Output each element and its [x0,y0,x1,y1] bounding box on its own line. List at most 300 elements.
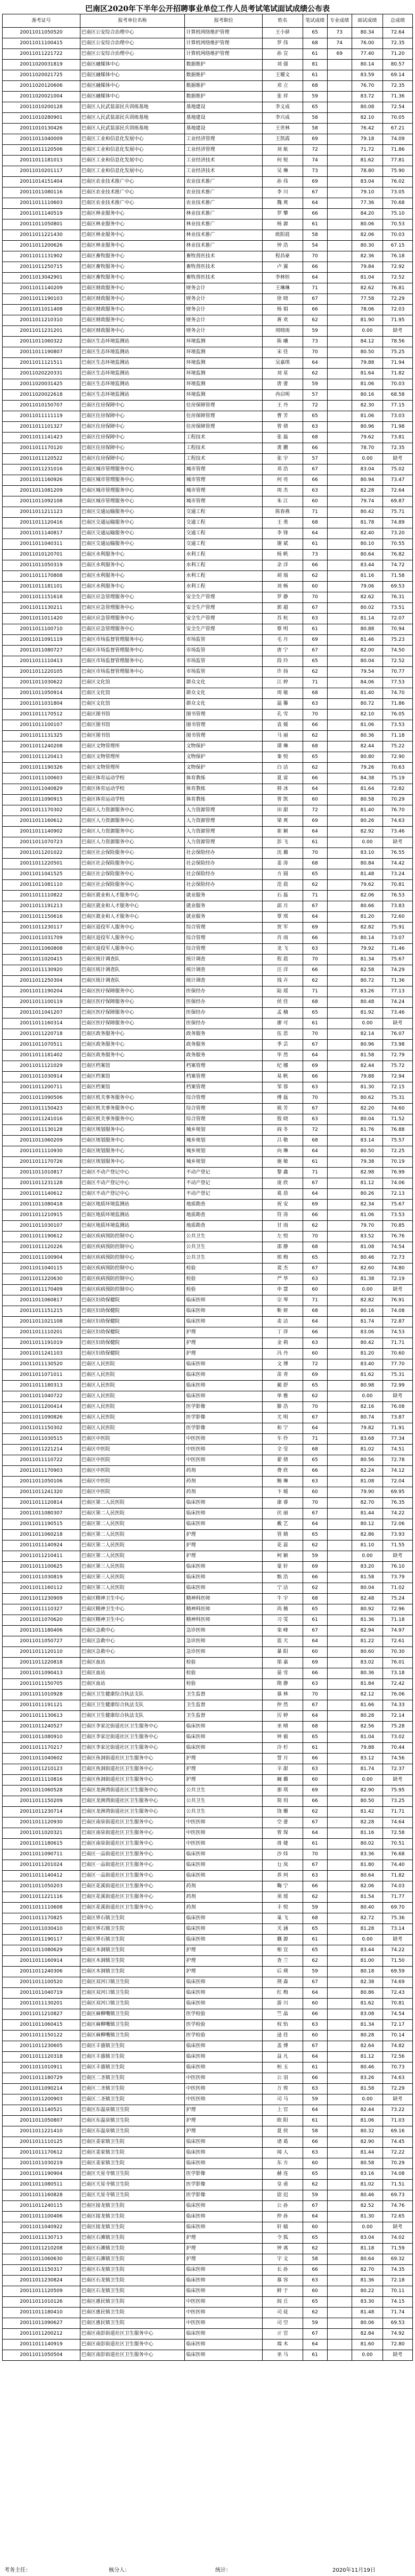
cell-total-score: 69.14 [383,70,413,81]
cell-total-score: 74.64 [383,1817,413,1828]
cell-written-score: 65 [303,1945,327,1956]
cell-exam-no: 20011011120318 [3,2052,80,2063]
cell-position: 护理 [185,1338,263,1349]
cell-total-score: 74.63 [383,2073,413,2084]
table-row [3,1892,413,1903]
cell-interview-score: 81.84 [352,1679,383,1690]
cell-exam-no: 20011011120416 [3,518,80,528]
cell-interview-score: 83.04 [352,2233,383,2244]
cell-interview-score: 81.74 [352,1317,383,1327]
cell-exam-no: 20011011200212 [3,2329,80,2339]
cell-total-score: 71.59 [383,2244,413,2254]
cell-total-score: 71.91 [383,1423,413,1434]
cell-written-score: 65 [303,869,327,880]
cell-written-score: 65 [303,656,327,667]
cell-interview-score: 76.42 [352,124,383,134]
cell-name: 益 凡 [263,2052,303,2063]
cell-interview-score: 80.36 [352,1668,383,1679]
cell-unit: 巴南区人力资源服务中心 [80,805,185,816]
cell-total-score: 77.13 [383,987,413,997]
cell-name: 钟 离 [263,2244,303,2254]
cell-unit: 巴南区融媒体中心 [80,70,185,81]
cell-unit: 巴南区鱼洞街道社区卫生服务中心 [80,1775,185,1786]
cell-unit: 巴南区档案馆 [80,1082,185,1093]
cell-position: 临床医师 [185,1391,263,1402]
cell-total-score: 70.29 [383,2158,413,2169]
cell-total-score: 71.86 [383,699,413,710]
cell-name: 鲍 琳 [263,1477,303,1487]
table-row [3,891,413,901]
cell-exam-no: 20011011180313 [3,1381,80,1391]
table-row [3,1423,413,1434]
cell-interview-score: 79.92 [352,944,383,955]
cell-exam-no: 20011011040115 [3,1263,80,1274]
cell-exam-no: 20011011211123 [3,507,80,518]
cell-written-score: 66 [303,2265,327,2276]
cell-exam-no: 20011011150302 [3,1423,80,1434]
cell-interview-score: 80.64 [352,550,383,560]
cell-interview-score: 83.20 [352,1562,383,1572]
cell-written-score: 66 [303,2073,327,2084]
cell-name: 蒋 欢 [263,315,303,326]
cell-written-score: 62 [303,1391,327,1402]
cell-name: 毛 月 [263,635,303,646]
cell-total-score: 71.95 [383,315,413,326]
cell-written-score: 71 [303,891,327,901]
table-row [3,752,413,763]
cell-name: 肖 雨 [263,933,303,944]
cell-interview-score: 81.36 [352,1615,383,1626]
cell-name: 长 孙 [263,2265,303,2276]
cell-written-score: 64 [303,2052,327,2063]
cell-name: 裴 杰 [263,1263,303,1274]
cell-unit: 巴南区卫生健康综合执法支队 [80,1711,185,1722]
cell-unit: 巴南区第二人民医院 [80,1530,185,1540]
cell-name: 丰 悦 [263,1903,303,1913]
cell-professional-score [327,752,352,763]
cell-interview-score: 79.54 [352,667,383,678]
cell-exam-no: 20011011111119 [3,411,80,422]
table-row [3,2031,413,2041]
cell-interview-score: 80.50 [352,347,383,358]
cell-exam-no: 20011011110608 [3,1903,80,1913]
table-row [3,411,413,422]
cell-total-score: 72.29 [383,2084,413,2094]
cell-exam-no: 20011011160828 [3,2190,80,2201]
table-row [3,2180,413,2190]
cell-position: 体育教练 [185,773,263,784]
cell-written-score: 70 [303,710,327,720]
cell-name: 关 涵 [263,1924,303,1935]
cell-exam-no: 20011011070620 [3,1615,80,1626]
table-row [3,656,413,667]
cell-interview-score: 83.04 [352,177,383,188]
cell-professional-score [327,241,352,251]
cell-total-score: 74.08 [383,2169,413,2180]
cell-interview-score: 81.08 [352,1242,383,1253]
cell-unit: 巴南区住房保障中心 [80,401,185,411]
cell-exam-no: 20011011050801 [3,219,80,230]
cell-unit: 巴南区档案馆 [80,1061,185,1072]
table-row [3,1604,413,1615]
cell-total-score: 74.54 [383,1242,413,1253]
cell-total-score: 73.14 [383,1924,413,1935]
cell-written-score: 62 [303,731,327,741]
cell-unit: 巴南区退役军人服务中心 [80,923,185,933]
cell-name: 黄 鹏 [263,443,303,454]
table-row [3,784,413,795]
cell-total-score: 缺考 [383,2222,413,2233]
cell-interview-score: 81.04 [352,273,383,283]
table-row [3,1327,413,1338]
col-header-written-score: 笔试成绩 [303,14,327,28]
table-row [3,1935,413,1945]
cell-unit: 巴南区住房保障中心 [80,454,185,464]
cell-total-score: 73.53 [383,720,413,731]
cell-exam-no: 20011011030819 [3,1572,80,1583]
table-row [3,2020,413,2031]
table-row [3,1817,413,1828]
cell-total-score: 73.18 [383,1668,413,1679]
cell-position: 基地建设 [185,113,263,124]
cell-name: 端 木 [263,2339,303,2350]
cell-exam-no: 20011011100415 [3,38,80,49]
cell-position: 公共卫生 [185,1796,263,1807]
cell-unit: 巴南区水利服务中心 [80,550,185,560]
cell-name: 康 睿 [263,1498,303,1509]
cell-written-score: 59 [303,1551,327,1562]
cell-written-score: 59 [303,326,327,337]
cell-interview-score: 81.58 [352,2084,383,2094]
footer-director-label: 考务主任： [4,2567,31,2573]
cell-name: 全 莹 [263,1445,303,1455]
cell-exam-no: 20011011050106 [3,1477,80,1487]
cell-total-score: 76.70 [383,805,413,816]
cell-interview-score: 83.36 [352,1849,383,1860]
cell-unit: 巴南区麻柳嘴镇卫生院 [80,2009,185,2020]
cell-written-score: 66 [303,1327,327,1338]
cell-unit: 巴南区体育运动学校 [80,784,185,795]
cell-total-score: 72.13 [383,1189,413,1200]
cell-exam-no: 20011011180729 [3,2073,80,2084]
cell-position: 社会保险经办 [185,880,263,891]
cell-exam-no: 20011011060209 [3,1136,80,1146]
cell-exam-no: 20011011050504 [3,2350,80,2361]
cell-exam-no: 20011011170612 [3,2148,80,2158]
cell-professional-score [327,496,352,507]
cell-total-score: 71.36 [383,92,413,102]
cell-name: 冷 杉 [263,1743,303,1754]
cell-written-score: 66 [303,1754,327,1764]
cell-interview-score: 80.18 [352,1967,383,1977]
table-row [3,1562,413,1572]
cell-written-score: 64 [303,198,327,209]
cell-professional-score [327,859,352,869]
cell-unit: 巴南区交通运输服务中心 [80,507,185,518]
cell-position: 中医医师 [185,2318,263,2329]
table-row [3,1796,413,1807]
cell-total-score: 70.73 [383,2063,413,2073]
cell-total-score: 74.35 [383,2265,413,2276]
cell-interview-score: 80.06 [352,2318,383,2329]
cell-unit: 巴南区丰盛镇卫生院 [80,2041,185,2052]
cell-professional-score [327,1551,352,1562]
table-row [3,1477,413,1487]
cell-position: 就业服务 [185,912,263,923]
cell-total-score: 72.73 [383,1253,413,1263]
cell-name: 纪 娜 [263,1061,303,1072]
cell-unit: 巴南区图书馆 [80,720,185,731]
cell-name: 季 芸 [263,1040,303,1050]
cell-position: 卫生监督 [185,1690,263,1700]
cell-interview-score: 81.38 [352,1274,383,1285]
table-row [3,1860,413,1871]
cell-total-score: 77.53 [383,678,413,688]
cell-position: 政务服务 [185,1040,263,1050]
cell-position: 临床医师 [185,1370,263,1381]
cell-exam-no: 20011011011408 [3,305,80,315]
cell-professional-score [327,273,352,283]
cell-total-score: 70.68 [383,198,413,209]
cell-name: 东 方 [263,2158,303,2169]
cell-position: 药剂 [185,1487,263,1498]
table-row [3,837,413,848]
cell-unit: 巴南区体育运动学校 [80,773,185,784]
cell-exam-no: 20011011080418 [3,1200,80,1210]
cell-professional-score [327,1178,352,1189]
cell-written-score: 64 [303,2212,327,2222]
cell-exam-no: 20011011170825 [3,1913,80,1924]
cell-exam-no: 20011011140412 [3,1871,80,1881]
table-row [3,2148,413,2158]
cell-written-score: 70 [303,848,327,859]
cell-interview-score: 81.64 [352,369,383,379]
cell-written-score: 73 [303,166,327,177]
cell-position: 工业经济技术 [185,166,263,177]
cell-interview-score: 71.72 [352,145,383,156]
cell-interview-score: 82.24 [352,1466,383,1477]
cell-total-score: 71.98 [383,422,413,433]
cell-exam-no: 20011011020321 [3,1828,80,1839]
cell-professional-score [327,1583,352,1594]
cell-written-score: 68 [303,1136,327,1146]
cell-interview-score: 81.12 [352,2052,383,2063]
cell-name: 竺 晶 [263,2009,303,2020]
cell-position: 药剂 [185,1892,263,1903]
cell-total-score: 74.08 [383,1306,413,1317]
table-row [3,1274,413,1285]
cell-exam-no: 20011011230909 [3,1594,80,1604]
cell-unit: 巴南区妇幼保健院 [80,1295,185,1306]
cell-name: 慕 容 [263,2276,303,2286]
table-row [3,262,413,273]
cell-exam-no: 20011011050203 [3,1881,80,1892]
cell-total-score: 73.22 [383,2105,413,2116]
cell-total-score: 74.03 [383,1881,413,1892]
table-row [3,731,413,741]
cell-professional-score [327,2020,352,2031]
cell-professional-score [327,773,352,784]
cell-position: 城乡规划 [185,1136,263,1146]
cell-professional-score [327,1754,352,1764]
cell-total-score: 76.88 [383,1125,413,1136]
cell-name: 程昌豪 [263,251,303,262]
cell-name: 邵 静 [263,1242,303,1253]
cell-written-score: 62 [303,571,327,582]
cell-total-score: 68.58 [383,390,413,401]
cell-unit: 巴南区医疗保障服务中心 [80,997,185,1008]
cell-name: 黎 鑫 [263,1168,303,1178]
table-row [3,2339,413,2350]
cell-written-score: 68 [303,1242,327,1253]
cell-unit: 巴南区工业和信息化发展中心 [80,166,185,177]
table-row [3,2201,413,2212]
cell-total-score: 75.10 [383,209,413,219]
table-row [3,1168,413,1178]
cell-exam-no: 20011011231128 [3,1178,80,1189]
cell-name: 谢 斌 [263,539,303,550]
cell-name: 江 婷 [263,678,303,688]
cell-exam-no: 20011011230824 [3,2276,80,2286]
cell-total-score: 72.37 [383,1764,413,1775]
cell-interview-score: 80.26 [352,1189,383,1200]
cell-unit: 巴南区第二人民医院 [80,1551,185,1562]
cell-total-score: 73.05 [383,188,413,198]
cell-exam-no: 20011011140519 [3,209,80,219]
cell-unit: 巴南区石滩镇卫生院 [80,2244,185,2254]
cell-name: 范 晨 [263,880,303,891]
cell-written-score: 61 [303,539,327,550]
cell-written-score: 67 [303,1040,327,1050]
cell-professional-score [327,326,352,337]
table-row [3,2052,413,2063]
cell-name: 田 甜 [263,805,303,816]
cell-unit: 巴南区交通运输服务中心 [80,528,185,539]
cell-exam-no: 20011011240208 [3,741,80,752]
cell-unit: 巴南区双河口镇卫生院 [80,1977,185,1988]
cell-unit: 巴南区农业技术推广中心 [80,188,185,198]
cell-interview-score: 83.44 [352,1945,383,1956]
table-row [3,560,413,571]
cell-written-score: 72 [303,145,327,156]
cell-unit: 巴南区李家沱街道社区卫生服务中心 [80,1743,185,1754]
cell-exam-no: 20011011010928 [3,1690,80,1700]
cell-position: 临床医师 [185,1359,263,1370]
cell-total-score: 75.02 [383,464,413,475]
cell-total-score: 74.22 [383,1509,413,1519]
cell-name: 曾 凯 [263,795,303,805]
cell-position: 环境监测 [185,369,263,379]
page-title: 巴南区2020年下半年公开招聘事业单位工作人员考试笔试面试成绩公布表 [85,5,330,13]
cell-professional-score [327,337,352,347]
cell-interview-score: 83.06 [352,1327,383,1338]
cell-interview-score: 82.30 [352,401,383,411]
cell-exam-no: 20011020120606 [3,81,80,92]
cell-position: 安全生产管理 [185,592,263,603]
cell-name: 乜 岚 [263,1860,303,1871]
cell-professional-score [327,1988,352,1999]
cell-interview-score: 81.16 [352,571,383,582]
cell-written-score: 68 [303,859,327,869]
cell-interview-score: 82.06 [352,1881,383,1892]
cell-name: 和 宁 [263,1423,303,1434]
cell-position: 中医医师 [185,1455,263,1466]
table-row [3,1125,413,1136]
cell-written-score: 66 [303,1796,327,1807]
cell-professional-score [327,2158,352,2169]
cell-exam-no: 20011020031425 [3,379,80,390]
table-row [3,1636,413,1647]
cell-position: 临床医师 [185,1509,263,1519]
cell-total-score: 75.57 [383,1136,413,1146]
cell-unit: 巴南区一品街道社区卫生服务中心 [80,1871,185,1881]
cell-unit: 巴南区一品街道社区卫生服务中心 [80,1860,185,1871]
table-row [3,198,413,209]
cell-exam-no: 20011011190204 [3,987,80,997]
cell-total-score: 72.96 [383,1604,413,1615]
cell-total-score: 78.56 [383,337,413,347]
cell-written-score: 70 [303,955,327,965]
cell-written-score: 66 [303,475,327,486]
table-row [3,475,413,486]
cell-unit: 巴南区市场监督管理服务中心 [80,646,185,656]
cell-interview-score: 80.40 [352,1903,383,1913]
cell-name: 诸 葛 [263,2137,303,2148]
cell-position: 临床医师 [185,1498,263,1509]
cell-professional-score [327,1860,352,1871]
cell-exam-no: 20011011060218 [3,1530,80,1540]
cell-total-score: 70.85 [383,1221,413,1232]
cell-unit: 巴南区接龙镇卫生院 [80,2201,185,2212]
table-row [3,326,413,337]
cell-unit: 巴南区血站 [80,1679,185,1690]
cell-total-score: 72.92 [383,262,413,273]
cell-unit: 巴南区人民医院 [80,1423,185,1434]
cell-professional-score [327,1168,352,1178]
cell-professional-score [327,2137,352,2148]
cell-name: 段 玲 [263,656,303,667]
cell-name: 訾 月 [263,1754,303,1764]
table-row [3,1008,413,1018]
cell-unit: 巴南区石滩镇卫生院 [80,2233,185,2244]
cell-professional-score [327,1391,352,1402]
cell-written-score: 68 [303,1445,327,1455]
cell-written-score: 68 [303,81,327,92]
cell-name: 闻 人 [263,2148,303,2158]
cell-exam-no: 20011011221430 [3,230,80,241]
cell-written-score: 61 [303,1157,327,1168]
cell-position: 医学影像 [185,1402,263,1413]
cell-written-score: 60 [303,1647,327,1658]
cell-exam-no: 20011011090826 [3,1413,80,1423]
table-row [3,1594,413,1604]
cell-interview-score: 82.90 [352,1786,383,1796]
cell-interview-score: 81.30 [352,2212,383,2222]
cell-interview-score: 78.70 [352,443,383,454]
cell-interview-score: 80.86 [352,1988,383,1999]
cell-professional-score [327,2318,352,2329]
cell-total-score: 73.51 [383,603,413,614]
cell-position: 工程技术 [185,454,263,464]
cell-name: 杨 娟 [263,305,303,315]
cell-professional-score [327,1892,352,1903]
cell-exam-no: 20011011210310 [3,315,80,326]
cell-position: 水利工程 [185,560,263,571]
cell-written-score: 69 [303,1061,327,1072]
table-row [3,454,413,464]
cell-professional-score [327,1956,352,1967]
cell-interview-score: 81.90 [352,315,383,326]
